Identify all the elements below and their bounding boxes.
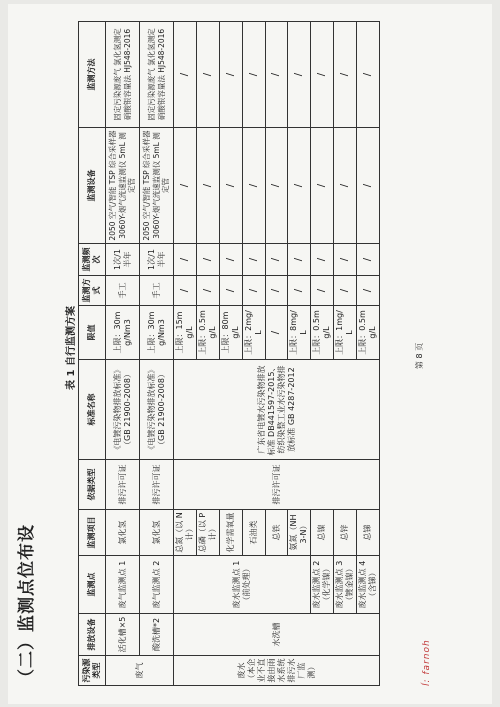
- device-cell: /: [311, 128, 334, 244]
- table-row: [174, 22, 197, 686]
- item-cell: 总磷（以 P 计）: [197, 510, 220, 556]
- freq-cell: 1次/1半年: [140, 244, 174, 276]
- method-cell: /: [243, 22, 266, 128]
- point-cell: 废水监测点 1（前处理）: [174, 556, 311, 614]
- item-cell: 石油类: [243, 510, 266, 556]
- method-cell: /: [174, 22, 197, 128]
- basis-cell: 排污许可证: [140, 460, 174, 510]
- item-cell: 总锌: [334, 510, 357, 556]
- item-cell: 氯化氢: [140, 510, 174, 556]
- freq-cell: /: [243, 244, 266, 276]
- header-cell: 监测设备: [79, 128, 106, 244]
- limit-cell: 上限：80mg/L: [220, 306, 243, 360]
- limit-cell: 上限：8mg/L: [288, 306, 311, 360]
- point-cell: 废气监测点 2: [140, 556, 174, 614]
- header-cell: 依据类型: [79, 460, 106, 510]
- header-cell: 监测频次: [79, 244, 106, 276]
- mode-cell: /: [288, 276, 311, 306]
- mode-cell: /: [357, 276, 380, 306]
- item-cell: 氯化氢: [106, 510, 140, 556]
- section-heading: （二）监测点位布设: [17, 524, 37, 686]
- table-header-row: [79, 22, 106, 686]
- point-cell: 废水监测点 4（含锑）: [357, 556, 380, 614]
- mode-cell: /: [220, 276, 243, 306]
- mode-cell: 手工: [106, 276, 140, 306]
- table-row: [106, 22, 140, 686]
- table-row: [334, 22, 357, 686]
- limit-cell: 上限：15mg/L: [174, 306, 197, 360]
- page-number: 第 8 页: [415, 342, 424, 370]
- mode-cell: /: [334, 276, 357, 306]
- pollution-type-gas: 废气: [106, 656, 174, 686]
- limit-cell: 上限：0.5mg/L: [357, 306, 380, 360]
- limit-cell: /: [266, 306, 288, 360]
- method-cell: 固定污染源废气 氯化氢测定 硝酸银容量法 HJ548-2016: [106, 22, 140, 128]
- header-cell: 监测项目: [79, 510, 106, 556]
- point-cell: 废水监测点 2（化学镍）: [311, 556, 334, 614]
- device-cell: /: [174, 128, 197, 244]
- equipment-cell: 活化槽×5: [106, 614, 140, 656]
- item-cell: 总镍: [311, 510, 334, 556]
- rotated-content: [10, 10, 446, 698]
- device-cell: /: [334, 128, 357, 244]
- table-title: 表 1 自行监测方案: [66, 306, 77, 390]
- device-cell: /: [197, 128, 220, 244]
- device-cell: 2050 空气/智能 TSP 综合采样器 3060Y-烟气流速监测仪 5mL 测定管: [140, 128, 174, 244]
- freq-cell: /: [334, 244, 357, 276]
- freq-cell: /: [288, 244, 311, 276]
- pollution-type-water: 废水（本企业不直接由雨水系统排污水厂监测）: [174, 656, 380, 686]
- equipment-cell: 水洗槽: [174, 614, 380, 656]
- freq-cell: /: [266, 244, 288, 276]
- standard-cell: 《电镀污染物排放标准》（GB 21900-2008）: [140, 360, 174, 460]
- freq-cell: /: [220, 244, 243, 276]
- freq-cell: /: [357, 244, 380, 276]
- item-cell: 总氮（以 N 计）: [174, 510, 197, 556]
- method-cell: /: [334, 22, 357, 128]
- method-cell: /: [197, 22, 220, 128]
- mode-cell: /: [266, 276, 288, 306]
- item-cell: 总锑: [357, 510, 380, 556]
- basis-cell: 排污许可证: [106, 460, 140, 510]
- method-cell: /: [288, 22, 311, 128]
- limit-cell: 上限：0.5mg/L: [311, 306, 334, 360]
- point-cell: 废气监测点 1: [106, 556, 140, 614]
- header-cell: 限值: [79, 306, 106, 360]
- standard-cell: 广东省电镀水污染物排放标准 DB441597-2015、纺织染整工业水污染物排放标准 GB 4287-2012: [174, 360, 380, 460]
- item-cell: 化学需氧量: [220, 510, 243, 556]
- header-cell: 监测方法: [79, 22, 106, 128]
- device-cell: /: [288, 128, 311, 244]
- standard-cell: 《电镀污染物排放标准》（GB 21900-2008）: [106, 360, 140, 460]
- mode-cell: /: [197, 276, 220, 306]
- device-cell: /: [243, 128, 266, 244]
- mode-cell: /: [243, 276, 266, 306]
- equipment-cell: 酸洗槽*2: [140, 614, 174, 656]
- method-cell: /: [357, 22, 380, 128]
- freq-cell: /: [197, 244, 220, 276]
- item-cell: 氨氮（NH3-N）: [288, 510, 311, 556]
- table-row: [140, 22, 174, 686]
- method-cell: /: [266, 22, 288, 128]
- device-cell: 2050 空气/智能 TSP 综合采样器 3060Y-烟气流速监测仪 5mL 测定管: [106, 128, 140, 244]
- header-cell: 标准名称: [79, 360, 106, 460]
- freq-cell: /: [174, 244, 197, 276]
- limit-cell: 上限：30mg/Nm3: [106, 306, 140, 360]
- table-row: [357, 22, 380, 686]
- point-cell: 废水监测点 3（镀金镍）: [334, 556, 357, 614]
- freq-cell: /: [311, 244, 334, 276]
- item-cell: 总铁: [266, 510, 288, 556]
- limit-cell: 上限：1mg/L: [334, 306, 357, 360]
- limit-cell: 上限：30mg/Nm3: [140, 306, 174, 360]
- basis-cell: 排污许可证: [174, 460, 380, 510]
- header-cell: 污染源类型: [79, 656, 106, 686]
- header-cell: 监测点: [79, 556, 106, 614]
- device-cell: /: [266, 128, 288, 244]
- page-mark: ĺ: farnoh: [422, 639, 432, 686]
- mode-cell: /: [174, 276, 197, 306]
- freq-cell: 1次/1半年: [106, 244, 140, 276]
- device-cell: /: [357, 128, 380, 244]
- table-row: [311, 22, 334, 686]
- mode-cell: 手工: [140, 276, 174, 306]
- header-cell: 监测方式: [79, 276, 106, 306]
- device-cell: /: [220, 128, 243, 244]
- limit-cell: 上限：0.5mg/L: [197, 306, 220, 360]
- monitoring-plan-table: [78, 21, 380, 686]
- limit-cell: 上限：2mg/L: [243, 306, 266, 360]
- header-cell: 排放设备: [79, 614, 106, 656]
- method-cell: /: [220, 22, 243, 128]
- document-page: [8, 4, 492, 704]
- mode-cell: /: [311, 276, 334, 306]
- method-cell: 固定污染源废气 氯化氢测定 硝酸银容量法 HJ548-2016: [140, 22, 174, 128]
- method-cell: /: [311, 22, 334, 128]
